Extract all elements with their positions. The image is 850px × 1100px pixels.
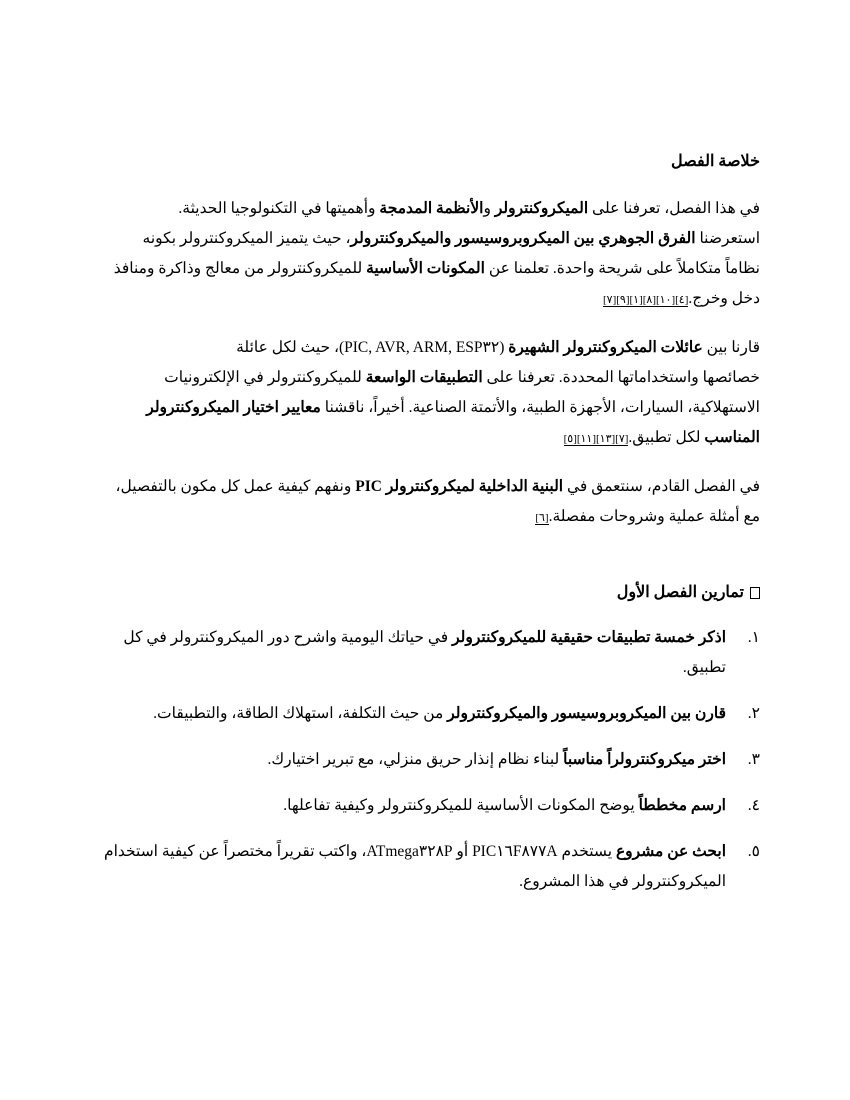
summary-paragraph-3: [95, 472, 760, 533]
paragraph-line: [95, 393, 760, 423]
paragraph-line: [95, 254, 760, 284]
text-run: دخل وخرج.: [688, 290, 760, 307]
exercise-text: [95, 745, 726, 775]
paragraph-line: [95, 333, 760, 363]
paragraph-line: [95, 224, 760, 254]
text-run: الاستهلاكية، السيارات، الأجهزة الطبية، والأتمتة الصناعية. أخيراً، ناقشنا: [320, 399, 760, 416]
paragraph-line: [95, 472, 760, 502]
text-run: (PIC, AVR, ARM, ESP٣٢)، حيث لكل عائلة: [236, 339, 509, 356]
exercises-title: تمارين الفصل الأول: [616, 584, 744, 601]
text-run: من حيث التكلفة، استهلاك الطاقة، والتطبيقات.: [153, 705, 448, 722]
exercise-item-2: [95, 699, 760, 729]
bold-term: ارسم مخططاً: [638, 797, 726, 814]
text-run: قارنا بين: [702, 339, 760, 356]
exercise-text: [95, 837, 726, 897]
bold-term: قارن بين الميكروبروسيسور والميكروكنترولر: [447, 705, 726, 722]
bold-term: عائلات الميكروكنترولر الشهيرة: [508, 339, 703, 356]
bold-term: المكونات الأساسية: [366, 260, 485, 277]
bold-term: الفرق الجوهري بين الميكروبروسيسور والميكروكنترولر: [350, 230, 696, 247]
bold-term: ابحث عن مشروع: [615, 843, 726, 860]
summary-paragraph-1: [95, 194, 760, 315]
citation-refs[interactable]: [٤][١٠][٨][١][٩][٧]: [602, 294, 689, 306]
summary-heading: خلاصة الفصل: [670, 153, 760, 170]
exercise-number: ٣.: [747, 751, 760, 768]
paragraph-line: [95, 284, 760, 315]
exercise-number: ١.: [747, 629, 760, 646]
text-run: و: [483, 200, 495, 217]
bold-term: البنية الداخلية لميكروكنترولر PIC: [355, 478, 564, 495]
text-run: للميكروكنترولر في الإلكترونيات: [164, 369, 366, 386]
bold-term: اذكر خمسة تطبيقات حقيقية للميكروكنترولر: [452, 629, 726, 646]
text-run: مع أمثلة عملية وشروحات مفصلة.: [548, 508, 760, 525]
bold-term: الميكروكنترولر: [494, 200, 589, 217]
text-run: نظاماً متكاملاً على شريحة واحدة. تعلمنا عن: [484, 260, 760, 277]
paragraph-line: [95, 194, 760, 224]
bold-term: الأنظمة المدمجة: [379, 200, 484, 217]
exercise-number: ٤.: [747, 797, 760, 814]
summary-paragraph-2: [95, 333, 760, 454]
exercise-text: [95, 699, 726, 729]
section-spacer: [95, 551, 760, 581]
exercise-list: [95, 623, 760, 897]
exercise-text: [95, 623, 726, 683]
exercise-item-4: [95, 791, 760, 821]
text-run: استعرضنا: [695, 230, 760, 247]
text-run: في الفصل القادم، سنتعمق في: [563, 478, 760, 495]
text-run: يستخدم PIC١٦F٨٧٧A أو ATmega٣٢٨P، واكتب تقريراً مختصراً عن كيفية استخدام الميكروكنترولر في هذا المشروع.: [103, 843, 726, 890]
paragraph-line: [95, 363, 760, 393]
citation-refs[interactable]: [٦]: [535, 512, 549, 524]
paragraph-line: [95, 502, 760, 533]
exercise-item-1: [95, 623, 760, 683]
text-run: ، حيث يتميز الميكروكنترولر بكونه: [142, 230, 351, 247]
exercise-text: [95, 791, 726, 821]
document-page: [95, 140, 760, 913]
bold-term: التطبيقات الواسعة: [365, 369, 483, 386]
box-icon: [750, 587, 760, 599]
text-run: في هذا الفصل، تعرفنا على: [588, 200, 760, 217]
exercise-item-3: [95, 745, 760, 775]
text-run: ونفهم كيفية عمل كل مكون بالتفصيل،: [115, 478, 356, 495]
bold-term: المناسب: [704, 429, 760, 446]
text-run: يوضح المكونات الأساسية للميكروكنترولر وكيفية تفاعلها.: [283, 797, 639, 814]
exercise-number: ٢.: [747, 705, 760, 722]
text-run: في حياتك اليومية واشرح دور الميكروكنترولر في كل تطبيق.: [123, 629, 726, 676]
exercises-heading: [95, 581, 760, 605]
text-run: خصائصها واستخداماتها المحددة. تعرفنا على: [482, 369, 760, 386]
bold-term: اختر ميكروكنترولراً مناسباً: [563, 751, 726, 768]
text-run: وأهميتها في التكنولوجيا الحديثة.: [178, 200, 380, 217]
text-run: لبناء نظام إنذار حريق منزلي، مع تبرير اختيارك.: [267, 751, 564, 768]
text-run: لكل تطبيق.: [628, 429, 705, 446]
text-run: للميكروكنترولر من معالج وذاكرة ومنافذ: [113, 260, 367, 277]
paragraph-line: [95, 423, 760, 454]
exercise-item-5: [95, 837, 760, 897]
exercise-number: ٥.: [747, 843, 760, 860]
bold-term: معايير اختيار الميكروكنترولر: [146, 399, 321, 416]
citation-refs[interactable]: [٧][١٣][١١][٥]: [563, 433, 629, 445]
